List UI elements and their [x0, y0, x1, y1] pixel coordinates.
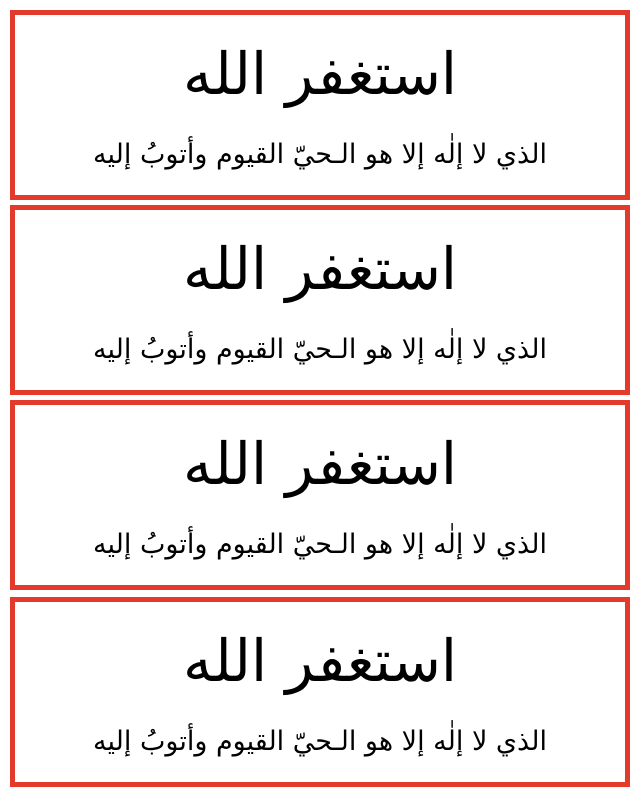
card-title: استغفر الله [182, 40, 458, 108]
dhikr-card [10, 400, 630, 590]
card-text: الذي لا إلٰه إلا هو الـحيّ القيوم وأتوبُ إليه [93, 139, 547, 170]
card-text: الذي لا إلٰه إلا هو الـحيّ القيوم وأتوبُ إليه [93, 334, 547, 365]
card-text: الذي لا إلٰه إلا هو الـحيّ القيوم وأتوبُ إليه [93, 529, 547, 560]
card-title: استغفر الله [182, 235, 458, 303]
card-text: الذي لا إلٰه إلا هو الـحيّ القيوم وأتوبُ إليه [93, 726, 547, 757]
card-title: استغفر الله [182, 627, 458, 695]
card-title: استغفر الله [182, 430, 458, 498]
dhikr-card [10, 10, 630, 200]
dhikr-card [10, 597, 630, 787]
dhikr-card [10, 205, 630, 395]
